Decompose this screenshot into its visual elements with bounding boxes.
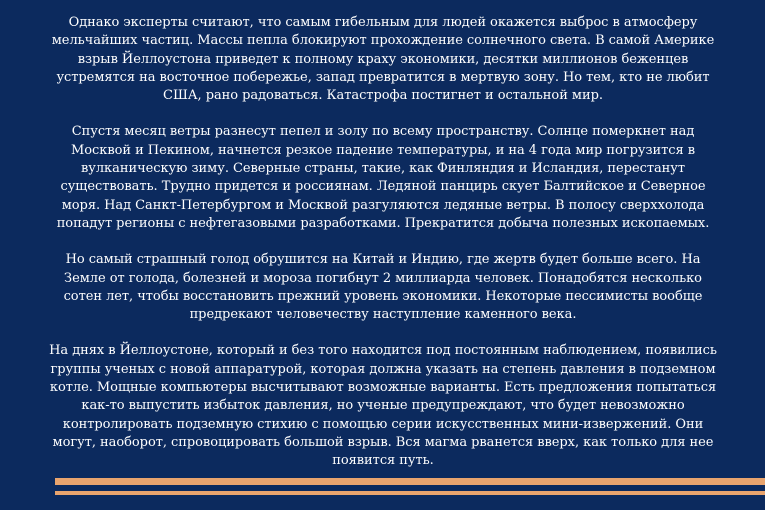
paragraph-4: На днях в Йеллоустоне, который и без того находится под постоянным наблюдением, появились группы ученых с новой аппаратурой, которая должна указать на степень давления в подземном котле. Мощные компьютеры высчитывают возможные варианты. Есть предложения попытаться как-то выпустить избыток давления, но ученые предупреждают, что будет невозможно контролировать подземную стихию с помощью серии искусственных мини-извержений. Они могут, наоборот, спровоцировать большой взрыв. Вся магма рванется вверх, как только для нее появится путь. [49, 343, 717, 469]
paragraph-2: Спустя месяц ветры разнесут пепел и золу по всему пространству. Солнце померкнет над Москвой и Пекином, начнется резкое падение температуры, и на 4 года мир погрузится в вулканическую зиму. Северные страны, такие, как Финляндия и Исландия, перестанут существовать. Трудно придется и россиянам. Ледяной панцирь скует Балтийское и Северное моря. Над Санкт-Петербургом и Москвой разгуляются ледяные ветры. В полосу сверххолода попадут регионы с нефтегазовыми разработками. Прекратится добыча полезных ископаемых. [56, 124, 710, 231]
decorative-bar-top [55, 478, 765, 485]
paragraph-3: Но самый страшный голод обрушится на Китай и Индию, где жертв будет больше всего. На Земле от голода, болезней и мороза погибнут 2 миллиарда человек. Понадобятся несколько сотен лет, чтобы восстановить прежний уровень экономики. Некоторые пессимисты вообще предрекают человечеству наступление каменного века. [63, 252, 703, 323]
paragraph-1: Однако эксперты считают, что самым гибельным для людей окажется выброс в атмосферу мельчайших частиц. Массы пепла блокируют прохождение солнечного света. В самой Америке взрыв Йеллоустона приведет к полному краху экономики, десятки миллионов беженцев устремятся на восточное побережье, запад превратится в мертвую зону. Но тем, кто не любит США, рано радоваться. Катастрофа постигнет и остальной мир. [51, 15, 715, 104]
slide-text-block [48, 14, 718, 471]
decorative-bar-bottom [55, 491, 765, 495]
